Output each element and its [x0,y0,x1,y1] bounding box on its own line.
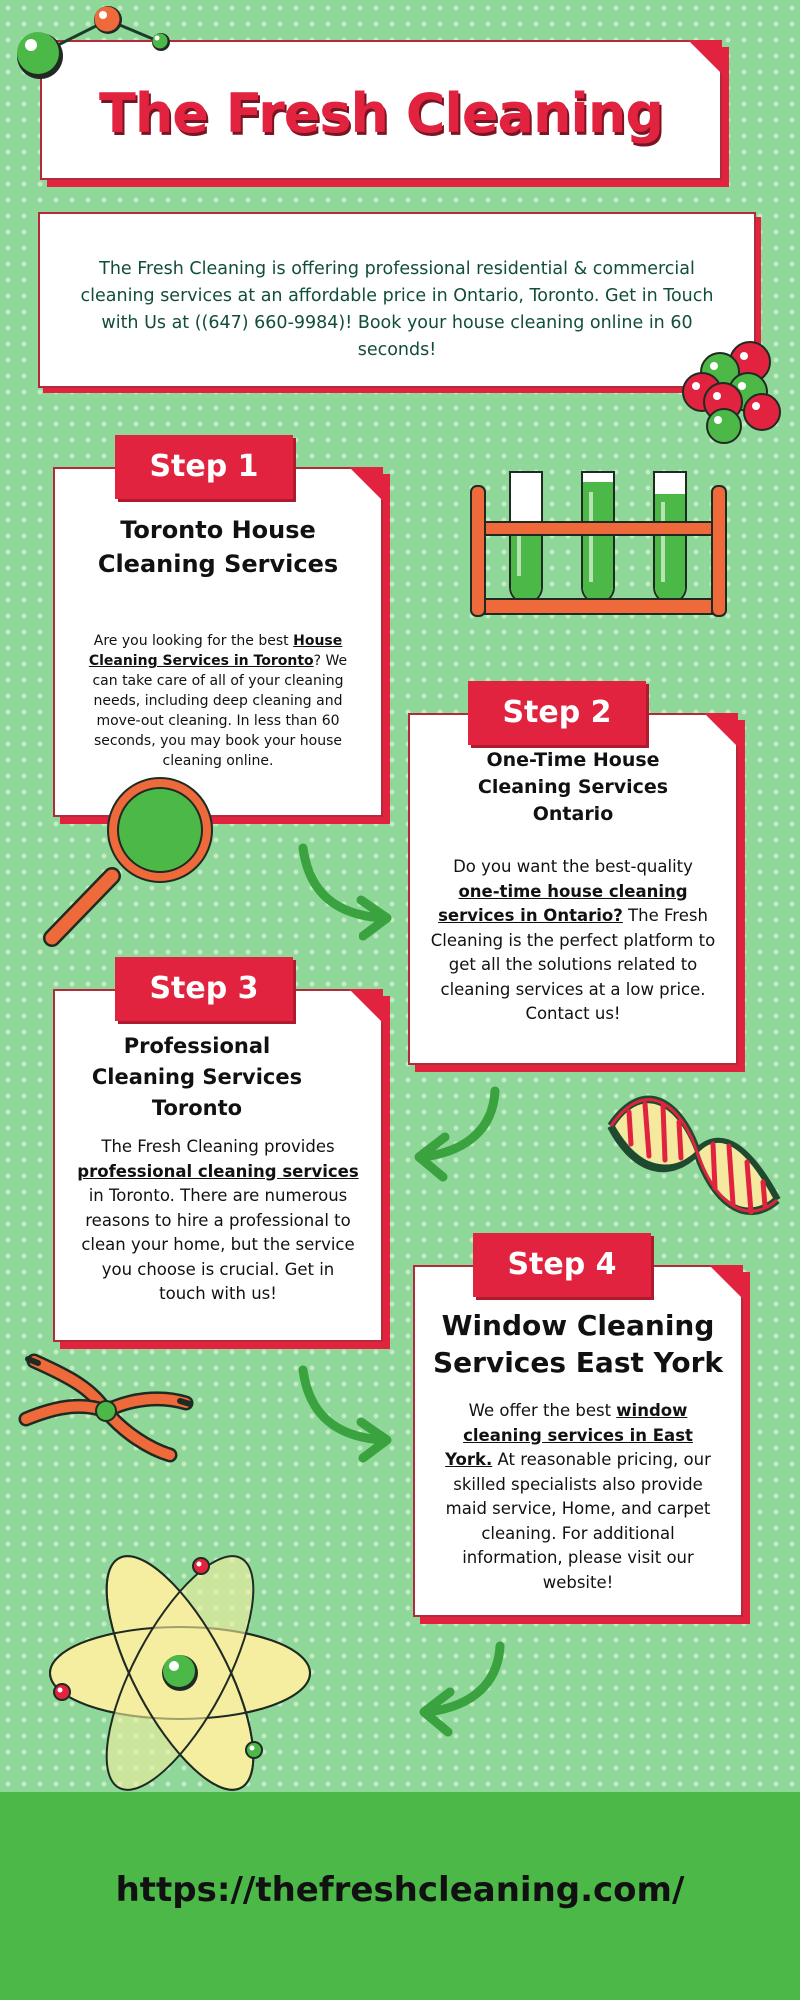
step-4-card [413,1265,743,1617]
corner-fold [349,989,383,1023]
step-2-title-line: One-Time House [486,749,660,771]
step-4-tab: Step 4 [473,1233,651,1297]
step-2-link[interactable]: one-time house cleaning services in Ontario? [438,881,688,925]
step-4-title-line: Window Cleaning [441,1309,715,1342]
step-3-body [77,1135,359,1307]
step-1-card [53,467,383,817]
step-1-title-line: Cleaning Services [97,550,339,578]
corner-fold [349,467,383,501]
step-3-card [53,989,383,1342]
step-1-body-text: ? We can take care of all of your cleaning needs, including deep cleaning and move-out cleaning. In less than 60 seconds, you may book your house cleaning online. [92,653,348,769]
intro-text: The Fresh Cleaning is offering professional residential & commercial cleaning services at an affordable price in Ontario, Toronto. Get in Touch with Us at ((647) 660-9984)! Book your house cleaning online in 60 seconds! [80,259,714,360]
step-3-body-text: The Fresh Cleaning provides [101,1137,335,1156]
step-3-link[interactable]: professional cleaning services [77,1161,359,1181]
step-2-body-text: The Fresh Cleaning is the perfect platform to get all the solutions related to cleaning services at a low price. Contact us! [430,906,716,1023]
step-2-body [430,855,716,1027]
test-tubes-icon [465,462,745,622]
step-2-title-line: Cleaning Services [477,776,669,798]
corner-fold [709,1265,743,1299]
footer-banner [0,1792,800,2000]
step-1-tab: Step 1 [115,435,293,499]
arrow-icon [295,1362,405,1462]
step-1-title-line: Toronto House [120,516,316,544]
step-2-title [410,747,736,828]
step-2-title-line: Ontario [532,803,614,825]
page-title: The Fresh Cleaning [98,82,664,145]
dna-icon [605,1082,785,1252]
step-3-body-text: in Toronto. There are numerous reasons to hire a professional to clean your home, but the service you choose is crucial. Get in touch with us! [81,1186,355,1303]
step-3-title [55,1031,339,1124]
step-2-body-text: Do you want the best-quality [453,857,693,876]
intro-card [38,212,756,388]
arrow-icon [295,840,405,940]
step-4-body-text: At reasonable pricing, our skilled specialists also provide maid service, Home, and carpet cleaning. For additional information, please visit our website! [445,1450,711,1592]
arrow-icon [405,1085,505,1185]
step-1-body-text: Are you looking for the best [93,633,294,649]
berries-icon [680,340,790,450]
step-1-link[interactable]: House Cleaning Services in Toronto [88,633,343,669]
step-4-body-text: We offer the best [468,1401,617,1420]
step-2-card [408,713,738,1065]
corner-fold [704,713,738,747]
website-link[interactable]: https://thefreshcleaning.com/ [115,1870,685,1910]
chromosome-icon [20,1355,200,1465]
step-4-body [445,1399,711,1595]
corner-fold [688,40,722,74]
step-3-title-line: Cleaning Services [91,1065,303,1089]
step-2-tab: Step 2 [468,681,646,745]
step-4-title-line: Services East York [432,1346,723,1379]
step-4-link[interactable]: window cleaning services in East York. [445,1401,693,1469]
step-1-body [77,631,359,771]
magnifier-icon [42,778,222,948]
atom-icon [40,1548,320,1798]
step-3-tab: Step 3 [115,957,293,1021]
step-4-title [415,1307,741,1381]
step-3-title-line: Professional [123,1034,271,1058]
arrow-icon [410,1640,510,1740]
step-1-title [55,513,381,581]
step-3-title-line: Toronto [151,1096,243,1120]
molecule-icon [10,2,170,92]
